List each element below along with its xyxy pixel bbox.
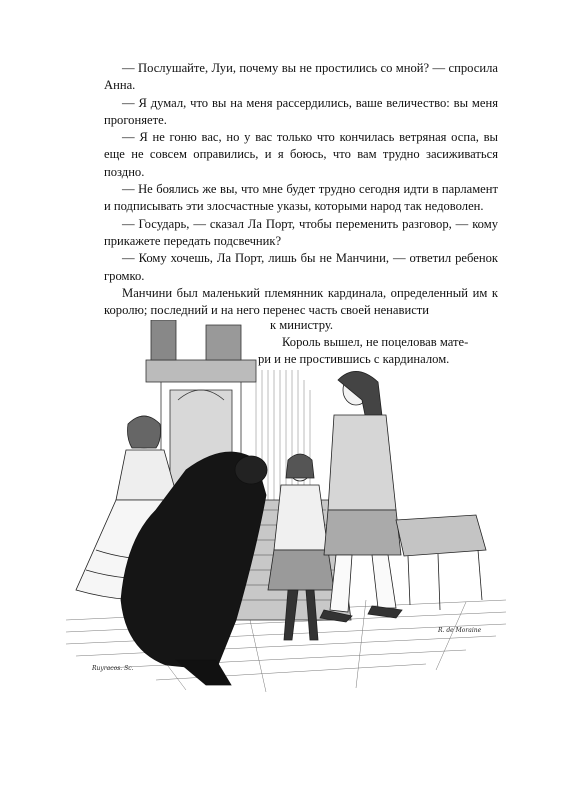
wrapped-text-line: к министру. — [270, 318, 334, 332]
paragraph: Манчини был маленький племянник кардинала, определенный им к королю; последний и на него перенес часть своей ненависти — [104, 285, 498, 318]
stool — [396, 515, 486, 610]
paragraph: — Не боялись же вы, что мне будет трудно сегодня идти в парламент и подписывать эти злосчастные указы, которыми народ так недоволен. — [104, 182, 498, 214]
wrapped-text-line: Король вышел, не поцеловав мате- — [282, 335, 469, 349]
paragraph: — Послушайте, Луи, почему вы не простились со мной? — спросила Анна. — [104, 61, 498, 93]
wrapped-text-line: ри и не простившись с кардиналом. — [258, 352, 450, 366]
artist-signature: R. de Moraine — [438, 627, 482, 634]
engraver-signature: Ruyracos. Sc. — [92, 665, 134, 672]
body-text — [104, 60, 498, 319]
paragraph: — Я думал, что вы на меня рассердились, ваше величество: вы меня прогоняете. — [104, 95, 498, 127]
engraving-illustration — [66, 320, 506, 695]
paragraph: — Государь, — сказал Ла Порт, чтобы переменить разговор, — кому прикажете передать подсвечник? — [104, 216, 498, 248]
paragraph: — Я не гоню вас, но у вас только что кончилась ветряная оспа, вы еще не совсем оправились, и я боюсь, что вам трудно засиживаться поздно. — [104, 130, 498, 179]
paragraph: — Кому хочешь, Ла Порт, лишь бы не Манчини, — ответил ребенок громко. — [104, 251, 498, 283]
